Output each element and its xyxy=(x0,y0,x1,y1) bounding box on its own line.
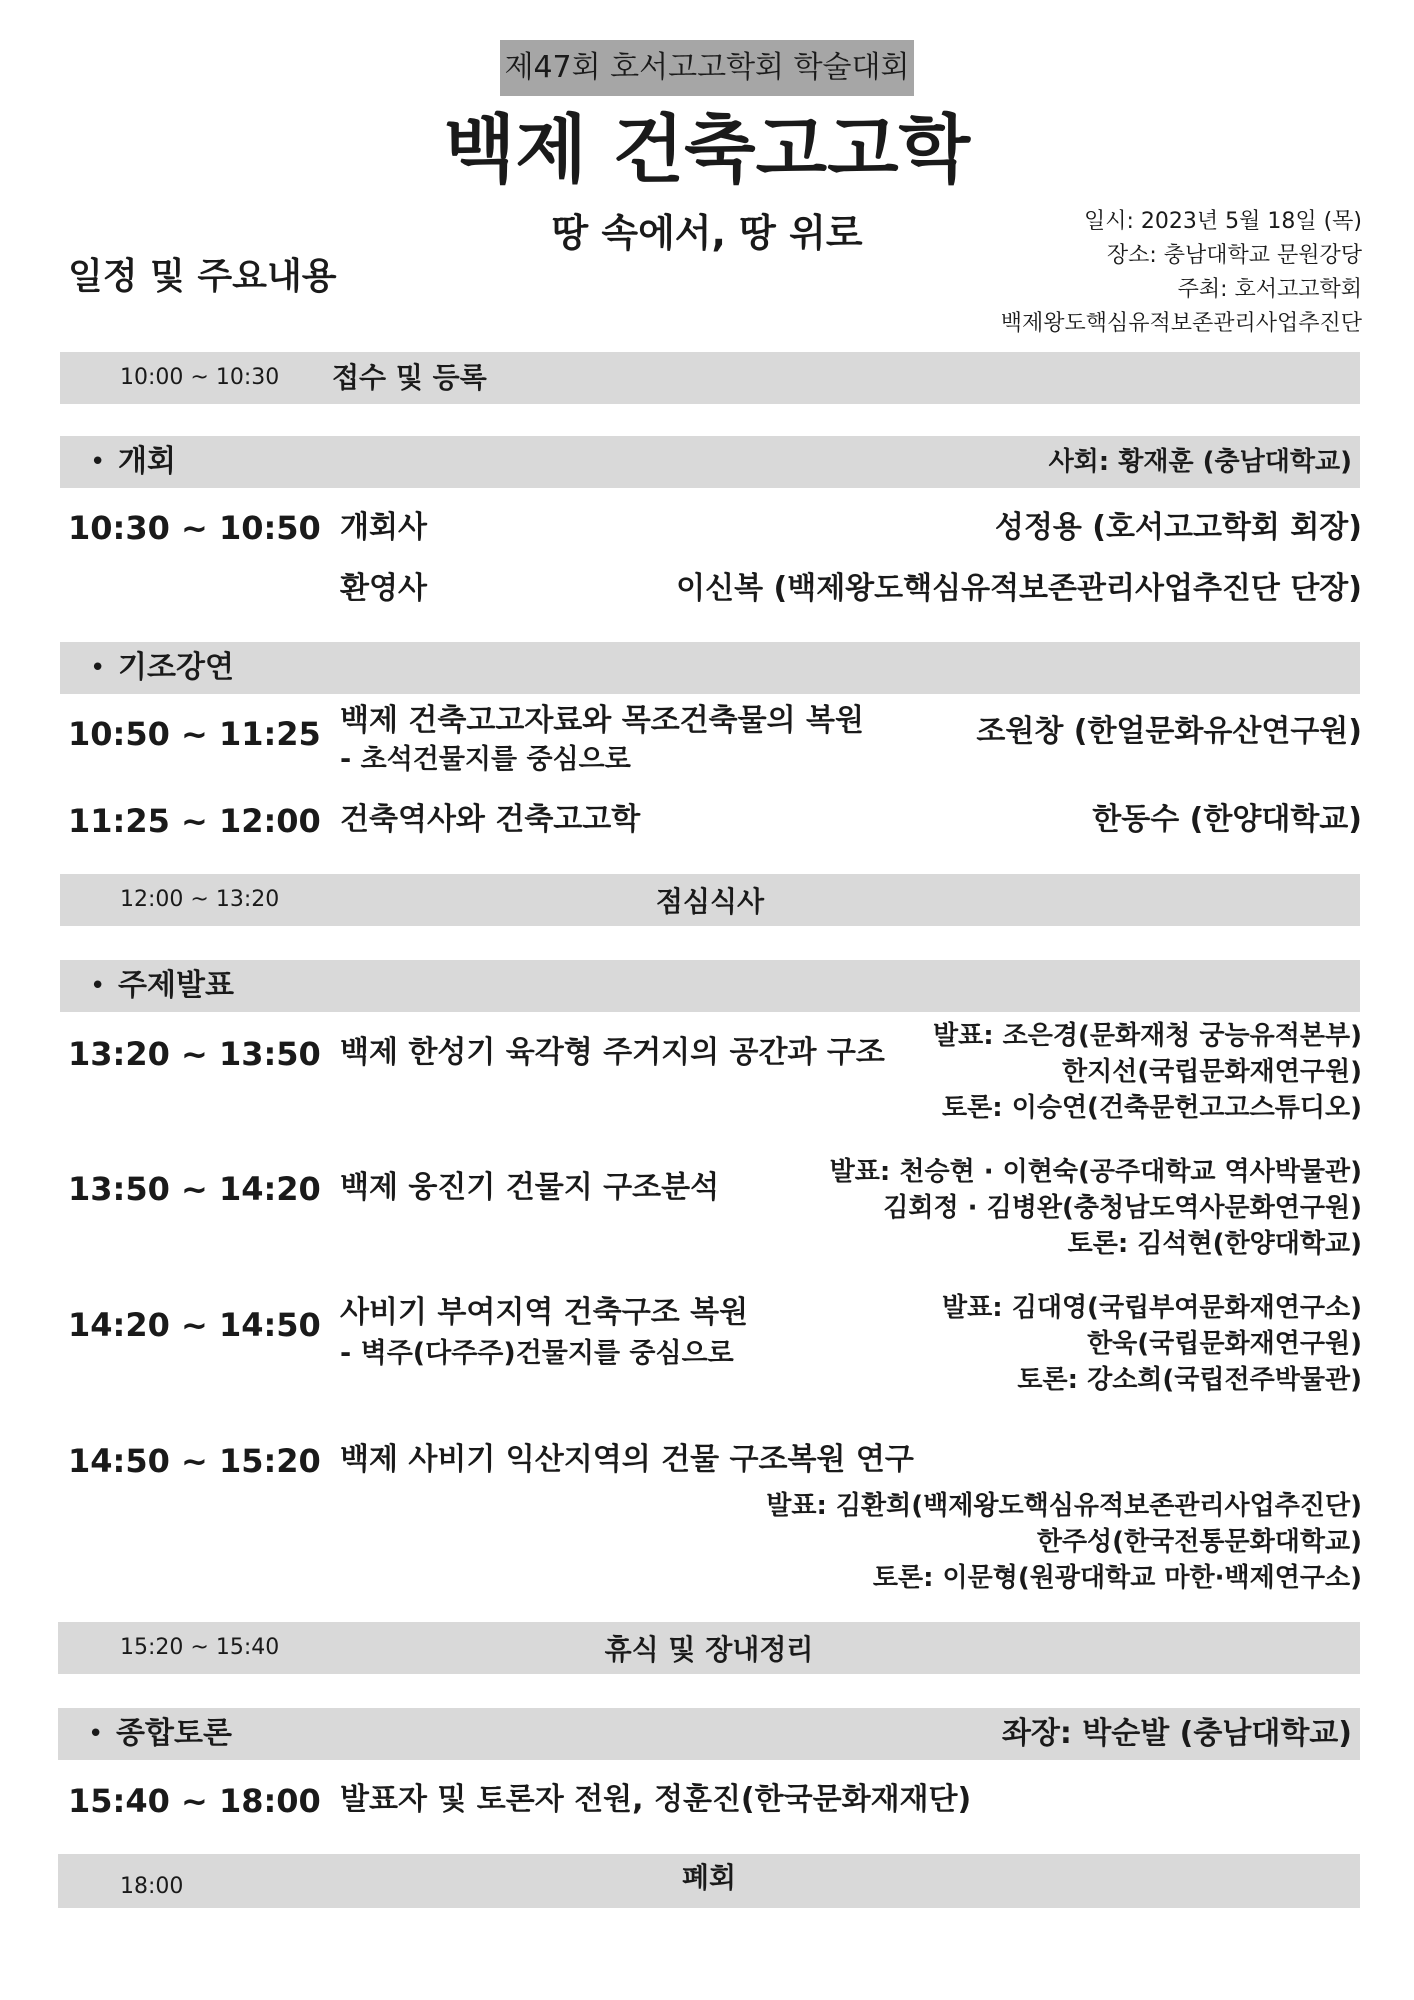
section-presentations-bar xyxy=(60,960,1360,1012)
break-label: 휴식 및 장내정리 xyxy=(604,1633,814,1666)
welcome-address-speaker: 이신복 (백제왕도핵심유적보존관리사업추진단 단장) xyxy=(676,571,1362,606)
schedule-heading: 일정 및 주요내용 xyxy=(68,256,337,297)
presentation4-time: 14:50 ~ 15:20 xyxy=(68,1442,321,1480)
event-cohost: 백제왕도핵심유적보존관리사업추진단 xyxy=(1000,311,1362,336)
lunch-label: 점심식사 xyxy=(655,885,765,918)
presentation2-discussant: 토론: 김석현(한양대학교) xyxy=(1067,1229,1362,1259)
registration-bar xyxy=(60,352,1360,404)
section-discussion-name: 종합토론 xyxy=(116,1716,232,1751)
lunch-time: 12:00 ~ 13:20 xyxy=(120,887,280,912)
bullet-icon: • xyxy=(88,1719,104,1749)
section-keynote-bar xyxy=(60,642,1360,694)
page-subtitle: 땅 속에서, 땅 위로 xyxy=(551,211,863,255)
presentation4-presenter: 발표: 김환희(백제왕도핵심유적보존관리사업추진단) xyxy=(766,1491,1362,1521)
bullet-icon: • xyxy=(90,447,106,477)
welcome-address-topic: 환영사 xyxy=(340,571,427,606)
keynote2-time: 11:25 ~ 12:00 xyxy=(68,802,321,840)
presentation3-copresenter: 한욱(국립문화재연구원) xyxy=(1087,1329,1362,1359)
event-number-badge: 제47회 호서고고학회 학술대회 xyxy=(500,40,914,96)
break-time: 15:20 ~ 15:40 xyxy=(120,1635,280,1660)
registration-time: 10:00 ~ 10:30 xyxy=(120,365,280,390)
registration-label: 접수 및 등록 xyxy=(332,361,487,394)
section-opening-bar xyxy=(60,436,1360,488)
keynote2-topic: 건축역사와 건축고고학 xyxy=(340,802,641,837)
presentation2-presenter: 발표: 천승현 · 이현숙(공주대학교 역사박물관) xyxy=(829,1157,1362,1187)
presentation3-time: 14:20 ~ 14:50 xyxy=(68,1306,321,1344)
opening-address-speaker: 성정용 (호서고고학회 회장) xyxy=(994,510,1362,545)
event-venue: 장소: 충남대학교 문원강당 xyxy=(1106,243,1362,268)
presentation1-topic: 백제 한성기 육각형 주거지의 공간과 구조 xyxy=(340,1035,885,1070)
keynote1-speaker: 조원창 (한얼문화유산연구원) xyxy=(976,714,1362,749)
section-opening-name: 개회 xyxy=(118,444,176,479)
discussion-participants: 발표자 및 토론자 전원, 정훈진(한국문화재재단) xyxy=(340,1782,972,1817)
presentation4-discussant: 토론: 이문형(원광대학교 마한·백제연구소) xyxy=(872,1563,1362,1593)
keynote1-time: 10:50 ~ 11:25 xyxy=(68,715,321,753)
discussion-time: 15:40 ~ 18:00 xyxy=(68,1782,321,1820)
break-bar xyxy=(58,1622,1360,1674)
presentation3-topic: 사비기 부여지역 건축구조 복원 xyxy=(340,1295,749,1330)
section-discussion-bar xyxy=(58,1708,1360,1760)
closing-time: 18:00 xyxy=(120,1874,184,1899)
bullet-icon: • xyxy=(90,653,106,683)
presentation4-copresenter: 한주성(한국전통문화대학교) xyxy=(1036,1527,1362,1557)
opening-time: 10:30 ~ 10:50 xyxy=(68,509,321,547)
page-title: 백제 건축고고학 xyxy=(443,107,971,193)
presentation3-presenter: 발표: 김대영(국립부여문화재연구소) xyxy=(942,1293,1362,1323)
presentation2-copresenter: 김회정 · 김병완(충청남도역사문화연구원) xyxy=(883,1193,1362,1223)
presentation1-discussant: 토론: 이승연(건축문헌고고스튜디오) xyxy=(942,1093,1362,1123)
presentation4-topic: 백제 사비기 익산지역의 건물 구조복원 연구 xyxy=(340,1442,914,1477)
lunch-bar xyxy=(60,874,1360,926)
opening-address-topic: 개회사 xyxy=(340,510,427,545)
section-keynote-name: 기조강연 xyxy=(118,650,234,685)
opening-moderator: 사회: 황재훈 (충남대학교) xyxy=(1048,447,1352,477)
presentation3-discussant: 토론: 강소희(국립전주박물관) xyxy=(1017,1365,1362,1395)
keynote2-speaker: 한동수 (한양대학교) xyxy=(1092,802,1362,837)
presentation1-presenter: 발표: 조은경(문화재청 궁능유적본부) xyxy=(932,1021,1362,1051)
bullet-icon: • xyxy=(90,971,106,1001)
closing-label: 폐회 xyxy=(681,1861,737,1894)
presentation2-time: 13:50 ~ 14:20 xyxy=(68,1170,321,1208)
presentation2-topic: 백제 웅진기 건물지 구조분석 xyxy=(340,1170,720,1205)
keynote1-subtopic: - 초석건물지를 중심으로 xyxy=(340,744,631,775)
discussion-chair: 좌장: 박순발 (충남대학교) xyxy=(1001,1716,1352,1751)
presentation1-time: 13:20 ~ 13:50 xyxy=(68,1035,321,1073)
keynote1-topic: 백제 건축고고자료와 목조건축물의 복원 xyxy=(340,703,864,738)
presentation3-subtopic: - 벽주(다주주)건물지를 중심으로 xyxy=(340,1338,734,1369)
event-date: 일시: 2023년 5월 18일 (목) xyxy=(1083,209,1362,234)
presentation1-copresenter: 한지선(국립문화재연구원) xyxy=(1061,1057,1362,1087)
event-host: 주최: 호서고고학회 xyxy=(1177,277,1362,302)
closing-bar xyxy=(58,1854,1360,1908)
section-presentations-name: 주제발표 xyxy=(118,968,234,1003)
